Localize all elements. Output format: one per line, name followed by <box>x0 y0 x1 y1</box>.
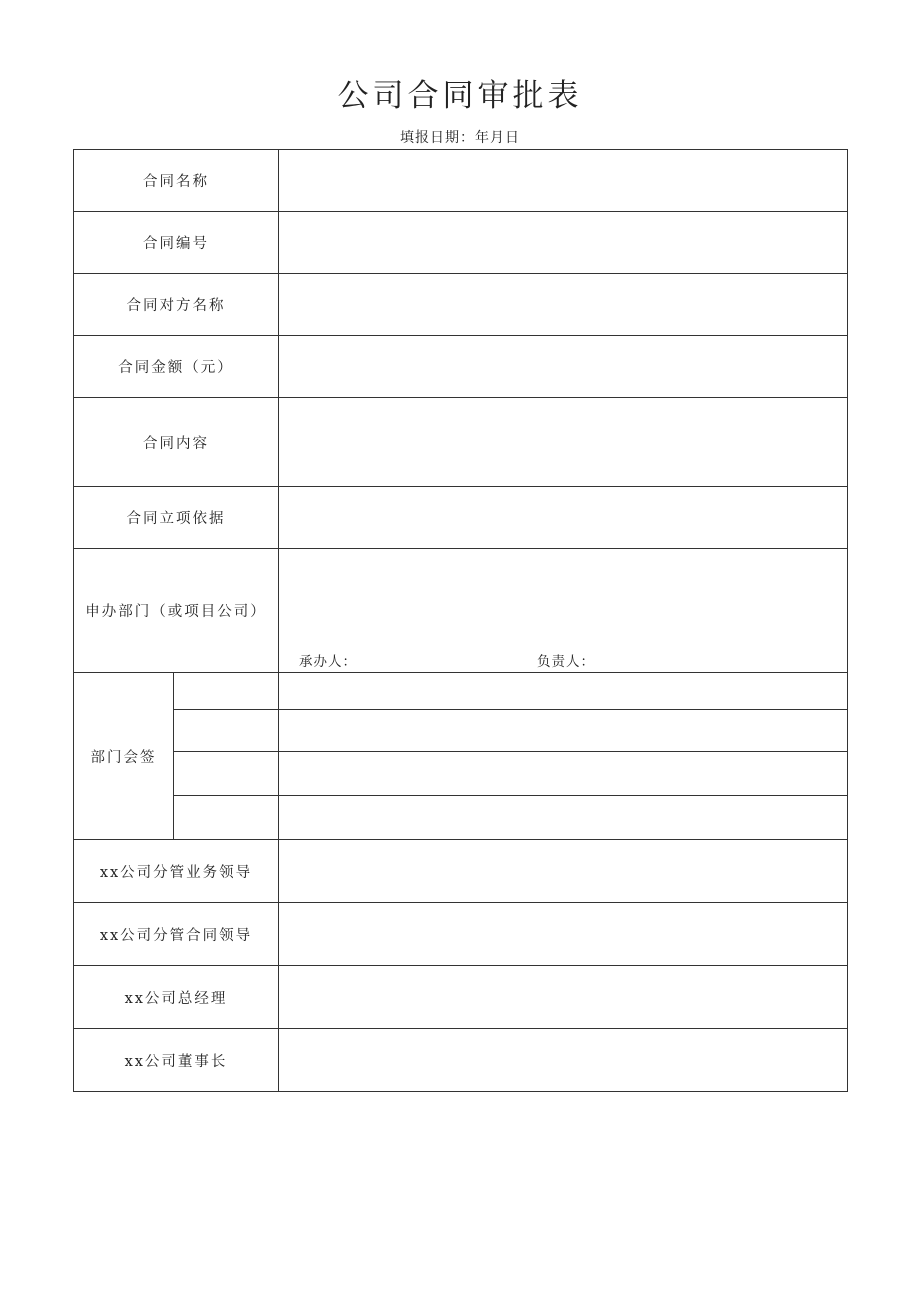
countersign-opinion-4[interactable] <box>279 796 848 840</box>
business-leader-field[interactable] <box>279 840 848 903</box>
approval-form-table <box>73 149 848 1092</box>
row-applying-department <box>74 549 848 673</box>
counterparty-name-field[interactable] <box>279 274 848 336</box>
contract-amount-label: 合同金额（元） <box>74 336 279 398</box>
countersign-dept-4[interactable] <box>174 796 279 840</box>
countersign-opinion-1[interactable] <box>279 673 848 710</box>
contract-number-field[interactable] <box>279 212 848 274</box>
row-contract-amount <box>74 336 848 398</box>
chairman-label: xx公司董事长 <box>74 1029 279 1092</box>
business-leader-label: xx公司分管业务领导 <box>74 840 279 903</box>
row-chairman <box>74 1029 848 1092</box>
row-contract-leader <box>74 903 848 966</box>
row-general-manager <box>74 966 848 1029</box>
row-counterparty-name <box>74 274 848 336</box>
dept-countersign-label: 部门会签 <box>74 673 174 840</box>
contract-name-field[interactable] <box>279 150 848 212</box>
handler-label: 承办人： <box>299 654 357 670</box>
contract-content-field[interactable] <box>279 398 848 487</box>
row-contract-content <box>74 398 848 487</box>
row-contract-number <box>74 212 848 274</box>
row-countersign-3 <box>74 752 848 796</box>
fill-date-label: 填报日期：年月日 <box>400 130 520 146</box>
applying-department-field[interactable] <box>279 549 848 673</box>
general-manager-field[interactable] <box>279 966 848 1029</box>
contract-content-label: 合同内容 <box>74 398 279 487</box>
contract-leader-field[interactable] <box>279 903 848 966</box>
page-title: 公司合同审批表 <box>337 78 583 114</box>
chairman-field[interactable] <box>279 1029 848 1092</box>
contract-number-label: 合同编号 <box>74 212 279 274</box>
row-countersign-1 <box>74 673 848 710</box>
countersign-dept-2[interactable] <box>174 710 279 752</box>
countersign-opinion-2[interactable] <box>279 710 848 752</box>
contract-amount-field[interactable] <box>279 336 848 398</box>
general-manager-label: xx公司总经理 <box>74 966 279 1029</box>
row-business-leader <box>74 840 848 903</box>
project-basis-field[interactable] <box>279 487 848 549</box>
row-countersign-2 <box>74 710 848 752</box>
project-basis-label: 合同立项依据 <box>74 487 279 549</box>
countersign-opinion-3[interactable] <box>279 752 848 796</box>
responsible-label: 负责人： <box>537 654 595 670</box>
contract-leader-label: xx公司分管合同领导 <box>74 903 279 966</box>
counterparty-name-label: 合同对方名称 <box>74 274 279 336</box>
applying-department-label: 申办部门（或项目公司） <box>74 549 279 673</box>
row-project-basis <box>74 487 848 549</box>
countersign-dept-3[interactable] <box>174 752 279 796</box>
countersign-dept-1[interactable] <box>174 673 279 710</box>
row-countersign-4 <box>74 796 848 840</box>
contract-name-label: 合同名称 <box>74 150 279 212</box>
row-contract-name <box>74 150 848 212</box>
